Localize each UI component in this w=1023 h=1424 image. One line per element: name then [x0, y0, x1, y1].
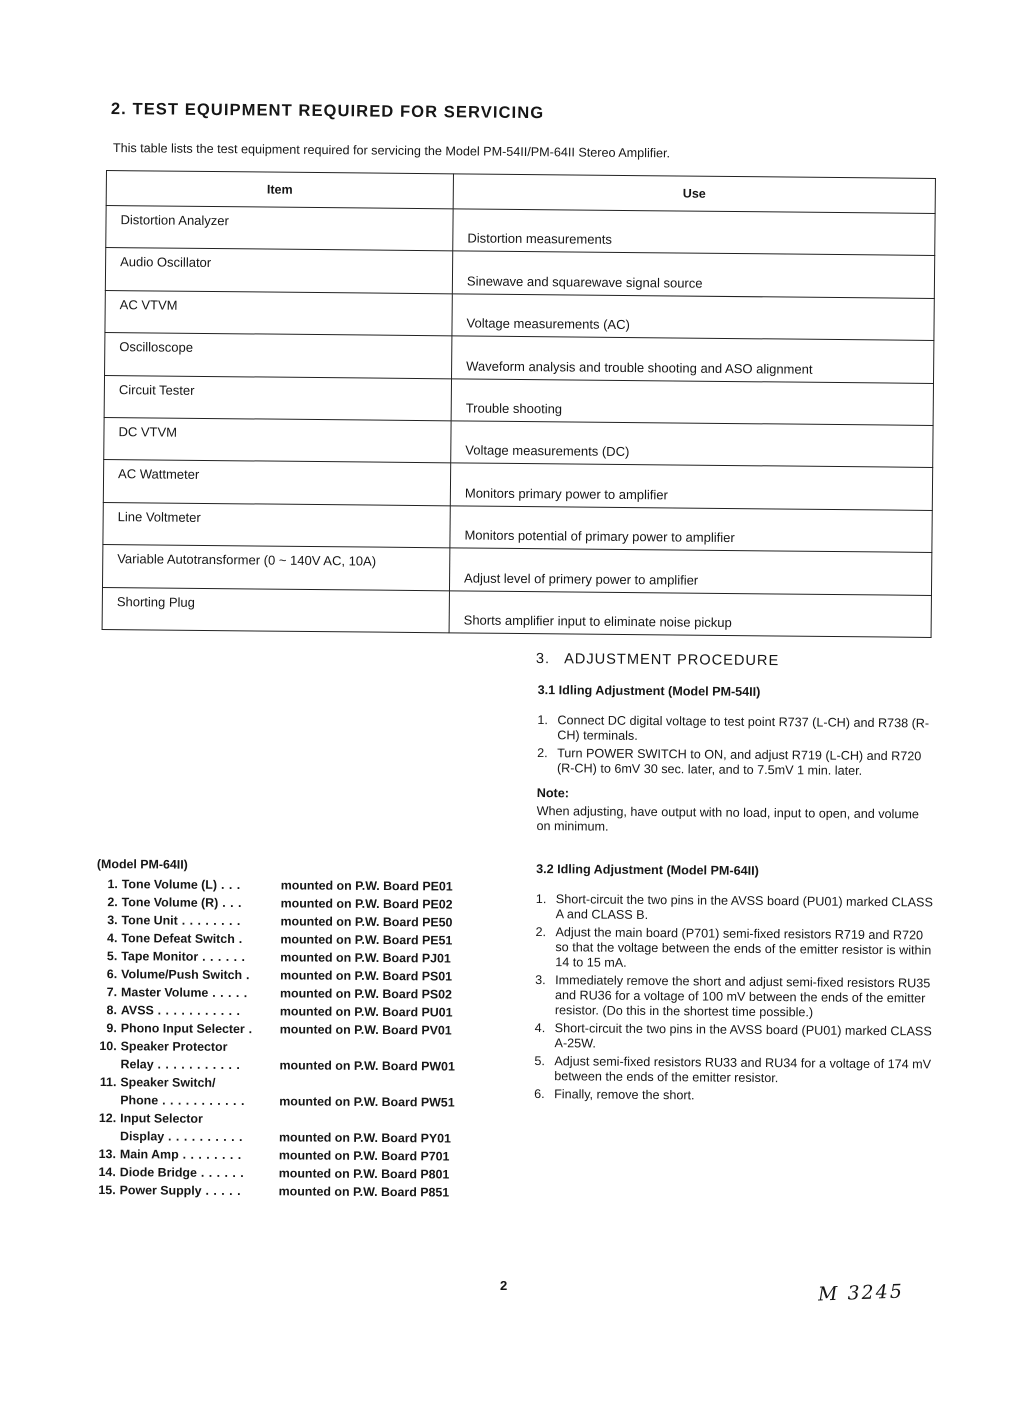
item-label: AVSS: [120, 1003, 154, 1018]
equipment-item: Shorting Plug: [102, 587, 449, 633]
list-item: [90, 1181, 490, 1202]
item-sublabel: Display: [120, 1129, 165, 1144]
leader-dots: . . . . . .: [196, 1165, 245, 1181]
item-mounting: mounted on P.W. Board PS02: [280, 986, 452, 1002]
item-mounting: mounted on P.W. Board PU01: [279, 1004, 453, 1020]
item-number: 13.: [98, 1147, 116, 1162]
step-number: 2.: [537, 746, 548, 761]
step-text: Short-circuit the two pins in the AVSS board (PU01) marked CLASS A and CLASS B.: [555, 892, 933, 922]
board-list-title: (Model PM-64II): [96, 857, 188, 872]
equipment-item: Circuit Tester: [104, 375, 451, 421]
section-2-title: 2. TEST EQUIPMENT REQUIRED FOR SERVICING: [110, 100, 545, 123]
list-item: [537, 746, 935, 779]
list-item: [534, 1087, 932, 1105]
adjustment-procedure-section: [532, 652, 936, 1108]
equipment-item: AC Wattmeter: [103, 460, 450, 506]
list-item: [537, 713, 935, 746]
item-number: 5.: [106, 949, 118, 964]
list-item: [90, 1109, 490, 1148]
item-label: Power Supply: [119, 1183, 202, 1198]
equipment-item: Distortion Analyzer: [106, 206, 453, 252]
step-number: 3.: [535, 973, 546, 988]
header-use: Use: [453, 174, 935, 214]
item-number: 11.: [99, 1075, 117, 1090]
equipment-item: Audio Oscillator: [105, 248, 452, 294]
item-mounting: mounted on P.W. Board PW51: [279, 1094, 455, 1110]
item-number: 1.: [107, 877, 118, 892]
leader-dots: . . .: [216, 877, 241, 893]
page-number: 2: [500, 1278, 508, 1293]
equipment-use: Shorts amplifier input to eliminate noise pickup: [449, 590, 931, 637]
subsection-3-2-steps: [532, 892, 934, 1105]
item-mounting: mounted on P.W. Board P801: [278, 1166, 450, 1182]
item-number: 8.: [106, 1003, 117, 1018]
step-text: Adjust the main board (P701) semi-fixed resistors R719 and R720 so that the voltage between the ends of the emitter resistor is within 14 to 15 mA.: [555, 925, 932, 970]
section-3-title: [536, 652, 936, 670]
leader-dots: . . . . . . . . . . .: [158, 1093, 245, 1109]
item-label: Diode Bridge: [119, 1165, 197, 1180]
section-3-heading: ADJUSTMENT PROCEDURE: [564, 651, 780, 670]
list-item: [535, 1021, 933, 1054]
equipment-use: Sinewave and squarewave signal source: [452, 251, 934, 298]
item-sublabel: Phone: [120, 1093, 159, 1108]
header-item: Item: [106, 171, 453, 209]
item-number: 12.: [98, 1111, 117, 1126]
item-label: Speaker Protector: [120, 1039, 228, 1054]
equipment-use: Voltage measurements (AC): [452, 294, 934, 341]
item-mounting: mounted on P.W. Board PE51: [280, 932, 453, 948]
item-mounting: mounted on P.W. Board PE50: [280, 914, 453, 930]
subsection-3-1-steps: [535, 713, 936, 779]
step-number: 1.: [535, 892, 547, 907]
equipment-item: Oscilloscope: [105, 333, 452, 379]
item-label: Tone Volume (R): [121, 895, 219, 910]
item-mounting: mounted on P.W. Board PV01: [279, 1022, 452, 1038]
item-number: 10.: [99, 1039, 117, 1054]
equipment-use: Distortion measurements: [453, 209, 935, 256]
item-label: Tone Defeat Switch: [121, 931, 235, 946]
note-text: When adjusting, have output with no load, input to open, and volume on minimum.: [536, 804, 919, 834]
subsection-3-1-heading: 3.1 Idling Adjustment (Model PM-54II): [537, 683, 761, 699]
equipment-use: Monitors primary power to amplifier: [450, 463, 932, 510]
item-sublabel: Relay: [120, 1057, 154, 1072]
leader-dots: . . . . . . . .: [177, 913, 241, 929]
leader-dots: . . .: [218, 895, 242, 911]
item-number: 14.: [98, 1165, 116, 1180]
equipment-use: Waveform analysis and trouble shooting and ASO alignment: [452, 336, 934, 383]
item-label: Master Volume: [121, 985, 209, 1000]
item-number: 15.: [98, 1183, 116, 1198]
leader-dots: . . . . .: [201, 1183, 242, 1199]
step-text: Immediately remove the short and adjust semi-fixed resistors RU35 and RU36 for a voltage of 100 mV between the ends of the emitter resistor. (Do this in the shortest time possible.): [554, 973, 931, 1020]
list-item: [90, 1037, 490, 1076]
step-number: 4.: [534, 1021, 546, 1036]
equipment-use: Trouble shooting: [451, 378, 933, 425]
item-label: Input Selector: [120, 1111, 203, 1126]
leader-dots: . . . . . . . . . . .: [153, 1003, 241, 1019]
step-number: 2.: [535, 925, 547, 940]
item-mounting: mounted on P.W. Board P701: [278, 1148, 450, 1164]
item-mounting: mounted on P.W. Board PW01: [279, 1058, 455, 1074]
step-number: 6.: [534, 1087, 545, 1102]
list-item: [535, 925, 933, 973]
item-label: Tape Monitor: [121, 949, 199, 964]
item-mounting: mounted on P.W. Board PE02: [280, 896, 453, 912]
item-number: 6.: [106, 967, 118, 982]
item-number: 3.: [107, 913, 118, 928]
leader-dots: .: [244, 1022, 253, 1037]
table-row: [102, 587, 931, 637]
item-number: 7.: [106, 985, 118, 1000]
item-mounting: mounted on P.W. Board PS01: [280, 968, 453, 984]
leader-dots: .: [242, 968, 251, 983]
item-mounting: mounted on P.W. Board PE01: [280, 878, 453, 894]
leader-dots: .: [234, 931, 243, 947]
leader-dots: . . . . . . . . . . .: [153, 1057, 241, 1073]
item-number: 4.: [107, 931, 118, 946]
item-label: Volume/Push Switch: [121, 967, 243, 983]
step-number: 5.: [534, 1054, 546, 1069]
list-item: [536, 892, 934, 925]
step-number: 1.: [537, 713, 548, 728]
board-mounting-list: [90, 857, 492, 1202]
step-text: Turn POWER SWITCH to ON, and adjust R719 (L-CH) and R720 (R-CH) to 6mV 30 sec. later, and to 7.5mV 1 min. later.: [556, 746, 922, 778]
item-label: Phono Input Selecter: [120, 1021, 245, 1037]
item-number: 9.: [106, 1021, 117, 1036]
item-mounting: mounted on P.W. Board PY01: [278, 1130, 451, 1146]
list-item: [534, 1054, 932, 1087]
leader-dots: . . . . . . . . . .: [164, 1129, 244, 1145]
note-label: Note:: [536, 786, 570, 801]
subsection-3-2-heading: 3.2 Idling Adjustment (Model PM-64II): [536, 862, 759, 878]
equipment-item: Variable Autotransformer (0 ~ 140V AC, 10A): [102, 545, 449, 591]
step-text: Adjust semi-fixed resistors RU33 and RU34 for a voltage of 174 mV between the ends of the emitter resistor.: [554, 1054, 932, 1086]
equipment-use: Voltage measurements (DC): [451, 421, 933, 468]
step-text: Short-circuit the two pins in the AVSS board (PU01) marked CLASS A-25W.: [554, 1021, 932, 1051]
section-2-intro: This table lists the test equipment required for servicing the Model PM-54II/PM-64II Stereo Amplifier.: [112, 141, 671, 161]
item-number: 2.: [107, 895, 118, 910]
item-label: Tone Unit: [121, 913, 178, 928]
equipment-use: Monitors potential of primary power to amplifier: [450, 506, 932, 553]
item-mounting: mounted on P.W. Board P851: [278, 1184, 450, 1200]
step-text: Connect DC digital voltage to test point R737 (L-CH) and R738 (R-CH) terminals.: [557, 713, 930, 743]
equipment-use: Adjust level of primery power to amplifier: [449, 548, 931, 595]
equipment-item: AC VTVM: [105, 290, 452, 336]
list-item: [90, 1073, 490, 1112]
leader-dots: . . . . . . . .: [178, 1147, 242, 1163]
equipment-item: DC VTVM: [104, 417, 451, 463]
step-text: Finally, remove the short.: [554, 1087, 695, 1103]
handwritten-note: M 3245: [817, 1280, 905, 1306]
item-label: Speaker Switch/: [120, 1075, 216, 1090]
section-3-number: 3.: [535, 651, 551, 668]
item-mounting: mounted on P.W. Board PJ01: [280, 950, 451, 966]
equipment-item: Line Voltmeter: [103, 502, 450, 548]
leader-dots: . . . . . .: [198, 949, 246, 965]
list-item: [535, 973, 933, 1021]
item-label: Main Amp: [119, 1147, 179, 1162]
item-label: Tone Volume (L): [121, 877, 218, 892]
leader-dots: . . . . .: [208, 985, 248, 1001]
test-equipment-table: [102, 170, 936, 638]
